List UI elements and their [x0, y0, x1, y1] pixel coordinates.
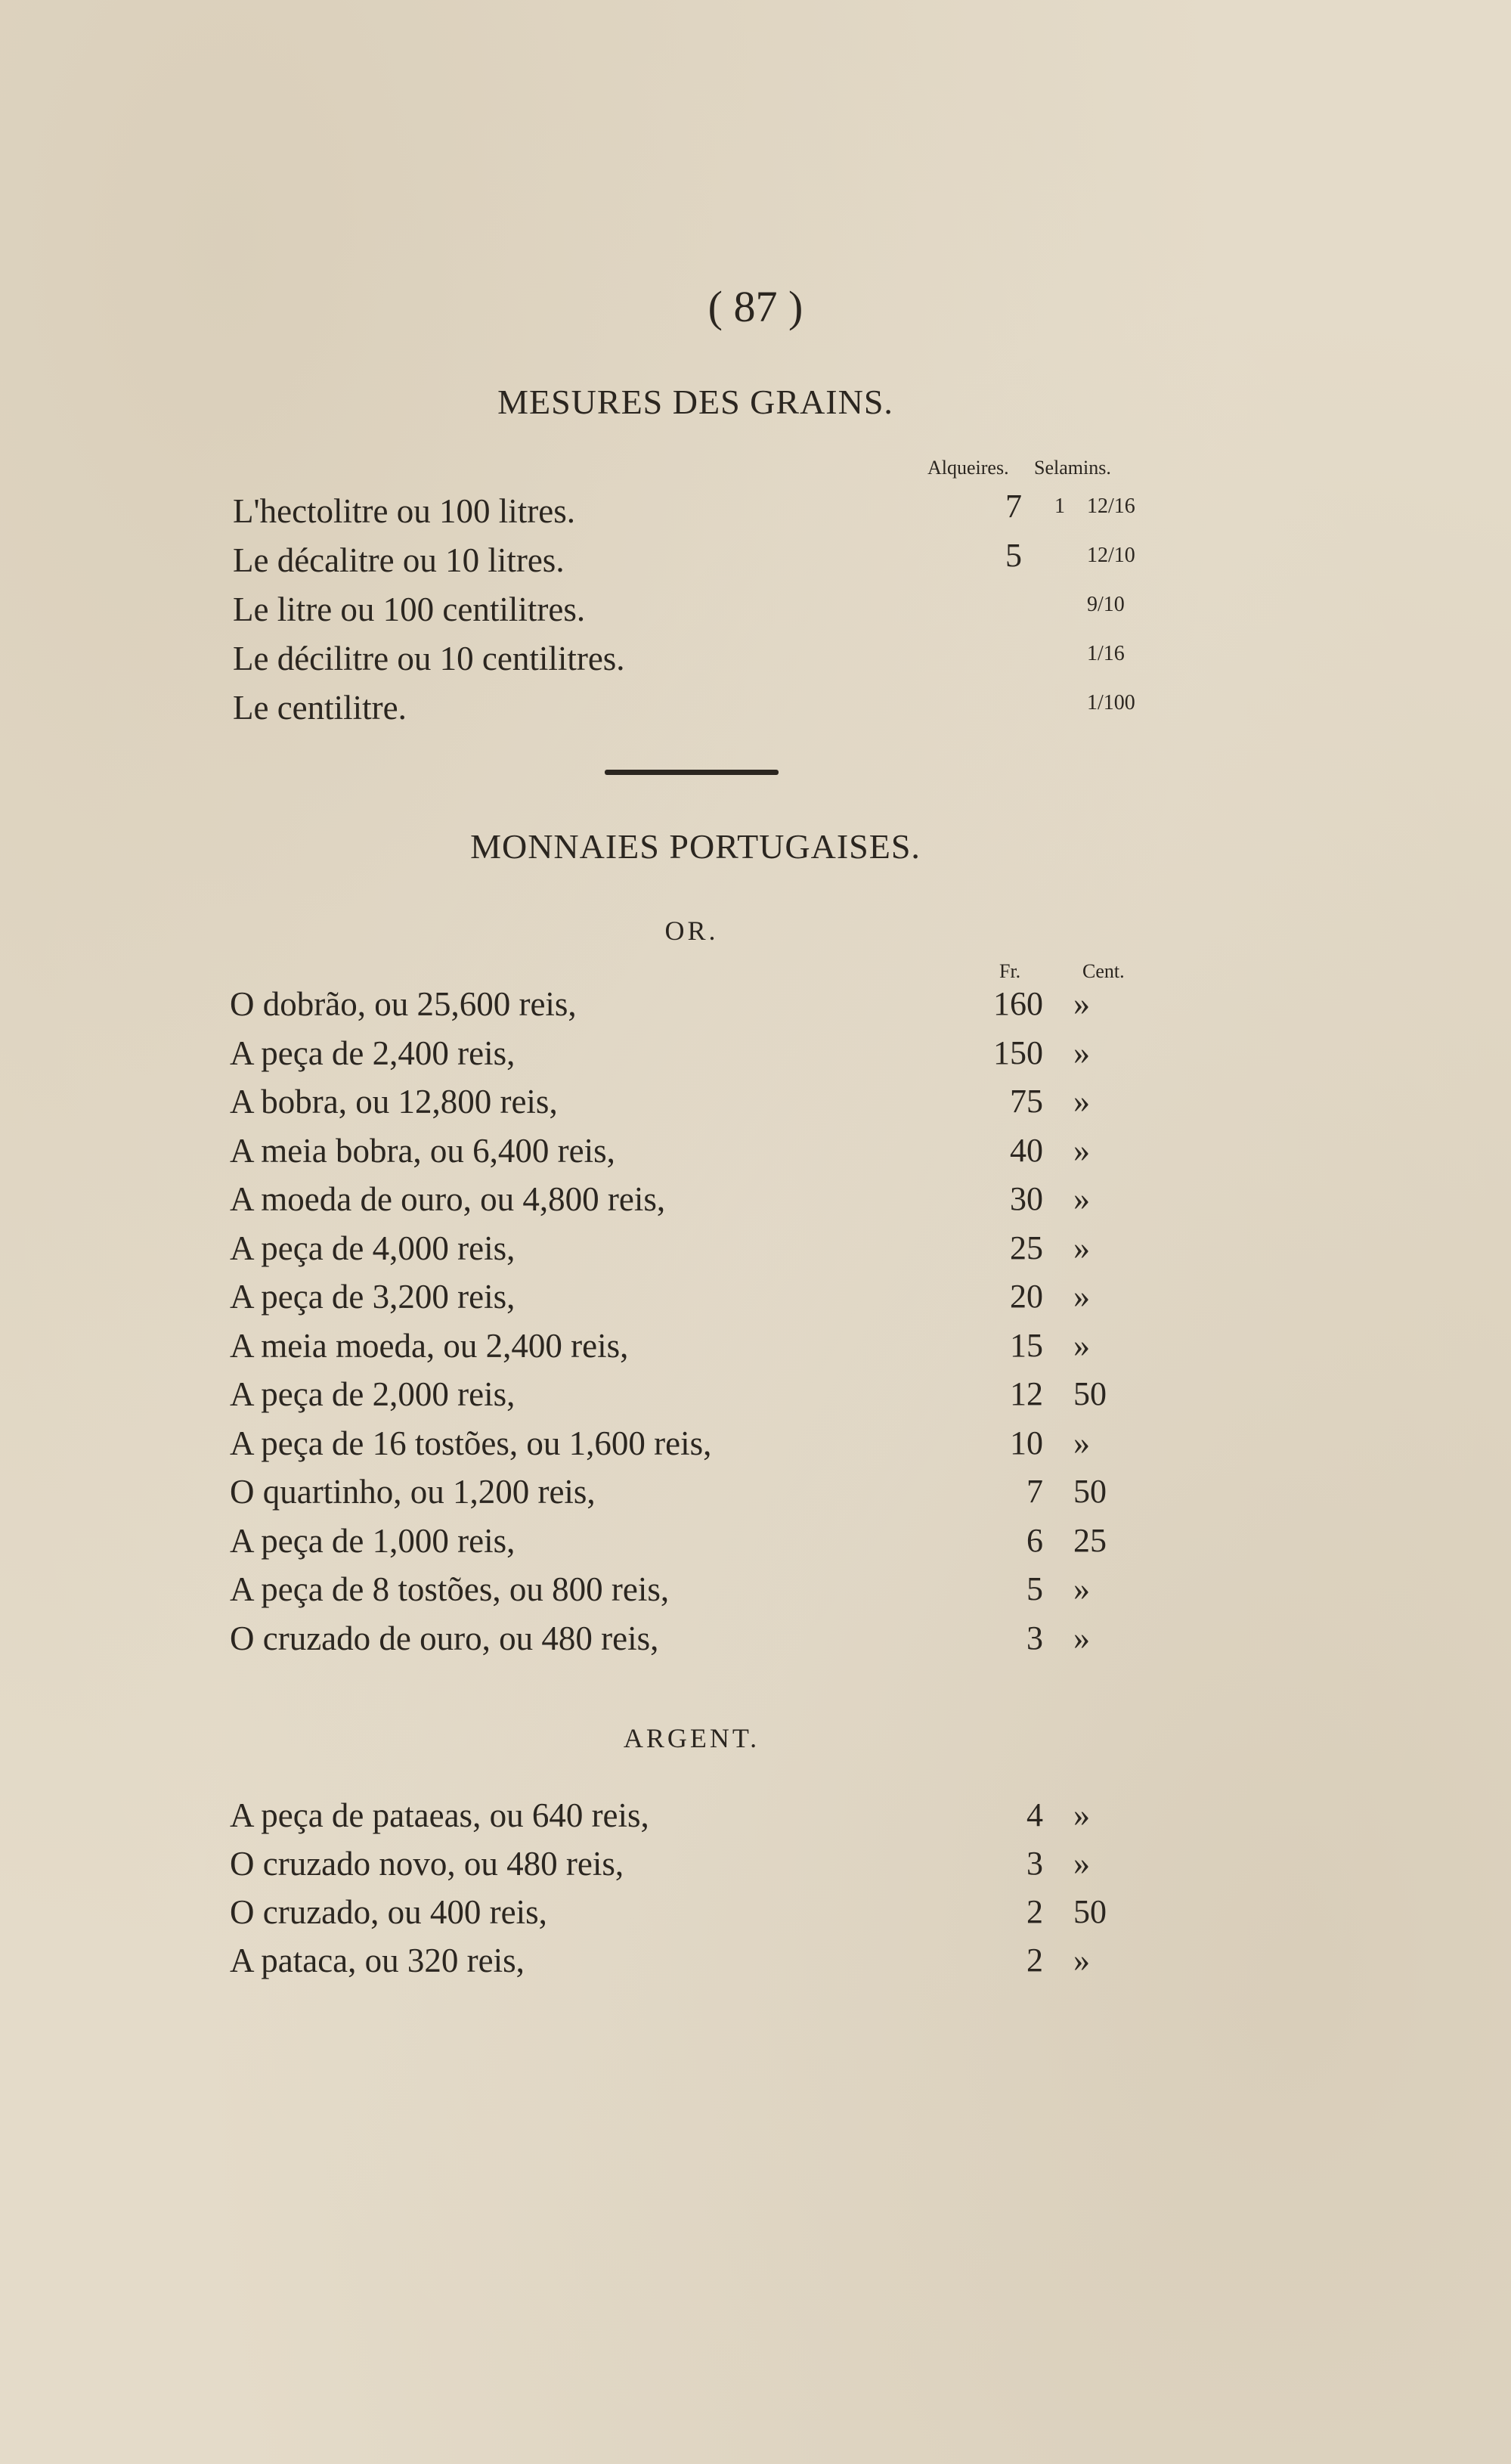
grain-row-fraction: 12/16 — [1087, 494, 1135, 518]
argent-row-cent: » — [1073, 1845, 1090, 1882]
or-row-fr: 6 — [1026, 1521, 1043, 1559]
grain-row-fraction: 9/10 — [1087, 593, 1125, 616]
or-row-label: A meia bobra, ou 6,400 reis, — [230, 1131, 615, 1170]
col-alqueires: Alqueires. — [927, 457, 1009, 479]
or-row-cent: » — [1073, 1326, 1090, 1364]
or-row-cent: 25 — [1073, 1521, 1107, 1559]
argent-row-cent: » — [1073, 1796, 1090, 1833]
col-selamins: Selamins. — [1034, 457, 1111, 479]
grain-row-label: Le décalitre ou 10 litres. — [233, 541, 565, 579]
or-row-label: A meia moeda, ou 2,400 reis, — [230, 1326, 629, 1365]
grain-row-alqueires: 5 — [1005, 537, 1022, 574]
or-row-cent: » — [1073, 1278, 1090, 1315]
or-row-fr: 25 — [1010, 1229, 1043, 1266]
grain-row-fraction: 1/100 — [1087, 691, 1135, 714]
or-row-label: A peça de 2,400 reis, — [230, 1034, 516, 1072]
grain-row-fraction: 1/16 — [1087, 642, 1125, 665]
argent-row-fr: 3 — [1026, 1845, 1043, 1882]
col-cent: Cent. — [1082, 960, 1125, 982]
or-row-fr: 30 — [1010, 1180, 1043, 1217]
or-row-label: A peça de 4,000 reis, — [230, 1229, 516, 1267]
or-row-cent: » — [1073, 1131, 1090, 1169]
argent-title: ARGENT. — [623, 1723, 760, 1753]
or-row-cent: » — [1073, 1424, 1090, 1461]
argent-row-label: A peça de pataeas, ou 640 reis, — [230, 1796, 649, 1834]
or-row-fr: 75 — [1010, 1083, 1043, 1120]
grains-title: MESURES DES GRAINS. — [497, 383, 893, 421]
or-row-label: O cruzado de ouro, ou 480 reis, — [230, 1619, 659, 1657]
or-row-cent: 50 — [1073, 1375, 1107, 1412]
grain-row-label: L'hectolitre ou 100 litres. — [233, 492, 575, 530]
or-row-cent: » — [1073, 1229, 1090, 1266]
or-row-fr: 40 — [1010, 1131, 1043, 1169]
grain-row-label: Le litre ou 100 centilitres. — [233, 590, 586, 628]
argent-row-label: O cruzado, ou 400 reis, — [230, 1893, 547, 1931]
grain-row-selamins: 1 — [1054, 494, 1065, 518]
or-row-cent: » — [1073, 1083, 1090, 1120]
grain-row-label: Le centilitre. — [233, 689, 407, 727]
argent-row-cent: » — [1073, 1942, 1090, 1979]
or-row-fr: 150 — [993, 1034, 1043, 1071]
grain-row-alqueires: 7 — [1005, 488, 1022, 525]
or-row-fr: 160 — [993, 985, 1043, 1022]
monnaies-title: MONNAIES PORTUGAISES. — [470, 827, 921, 866]
or-row-fr: 10 — [1010, 1424, 1043, 1461]
or-row-fr: 12 — [1010, 1375, 1043, 1412]
argent-row-fr: 4 — [1026, 1796, 1043, 1833]
argent-row-fr: 2 — [1026, 1893, 1043, 1930]
or-row-fr: 15 — [1010, 1326, 1043, 1364]
or-row-label: A peça de 2,000 reis, — [230, 1375, 516, 1413]
or-row-fr: 3 — [1026, 1619, 1043, 1657]
or-title: OR. — [664, 916, 719, 946]
page-number: ( 87 ) — [708, 282, 803, 331]
section-divider — [605, 770, 779, 775]
or-row-cent: » — [1073, 1180, 1090, 1217]
grain-row-label: Le décilitre ou 10 centilitres. — [233, 640, 625, 677]
or-row-label: A peça de 1,000 reis, — [230, 1521, 516, 1560]
or-row-label: A peça de 8 tostões, ou 800 reis, — [230, 1570, 670, 1608]
or-row-cent: » — [1073, 1034, 1090, 1071]
col-fr: Fr. — [999, 960, 1021, 982]
or-row-label: A moeda de ouro, ou 4,800 reis, — [230, 1180, 666, 1218]
or-row-cent: » — [1073, 985, 1090, 1022]
grain-row-fraction: 12/10 — [1087, 544, 1135, 567]
or-row-fr: 20 — [1010, 1278, 1043, 1315]
or-row-fr: 5 — [1026, 1570, 1043, 1607]
argent-row-label: A pataca, ou 320 reis, — [230, 1942, 525, 1979]
or-row-label: A peça de 3,200 reis, — [230, 1278, 516, 1316]
or-row-label: O dobrão, ou 25,600 reis, — [230, 985, 577, 1023]
argent-row-cent: 50 — [1073, 1893, 1107, 1930]
or-row-cent: » — [1073, 1619, 1090, 1657]
or-row-label: A peça de 16 tostões, ou 1,600 reis, — [230, 1424, 712, 1462]
argent-row-label: O cruzado novo, ou 480 reis, — [230, 1845, 624, 1883]
or-row-label: O quartinho, ou 1,200 reis, — [230, 1473, 596, 1511]
or-row-fr: 7 — [1026, 1473, 1043, 1510]
argent-row-fr: 2 — [1026, 1942, 1043, 1979]
or-row-cent: » — [1073, 1570, 1090, 1607]
or-row-label: A bobra, ou 12,800 reis, — [230, 1083, 558, 1120]
or-row-cent: 50 — [1073, 1473, 1107, 1510]
